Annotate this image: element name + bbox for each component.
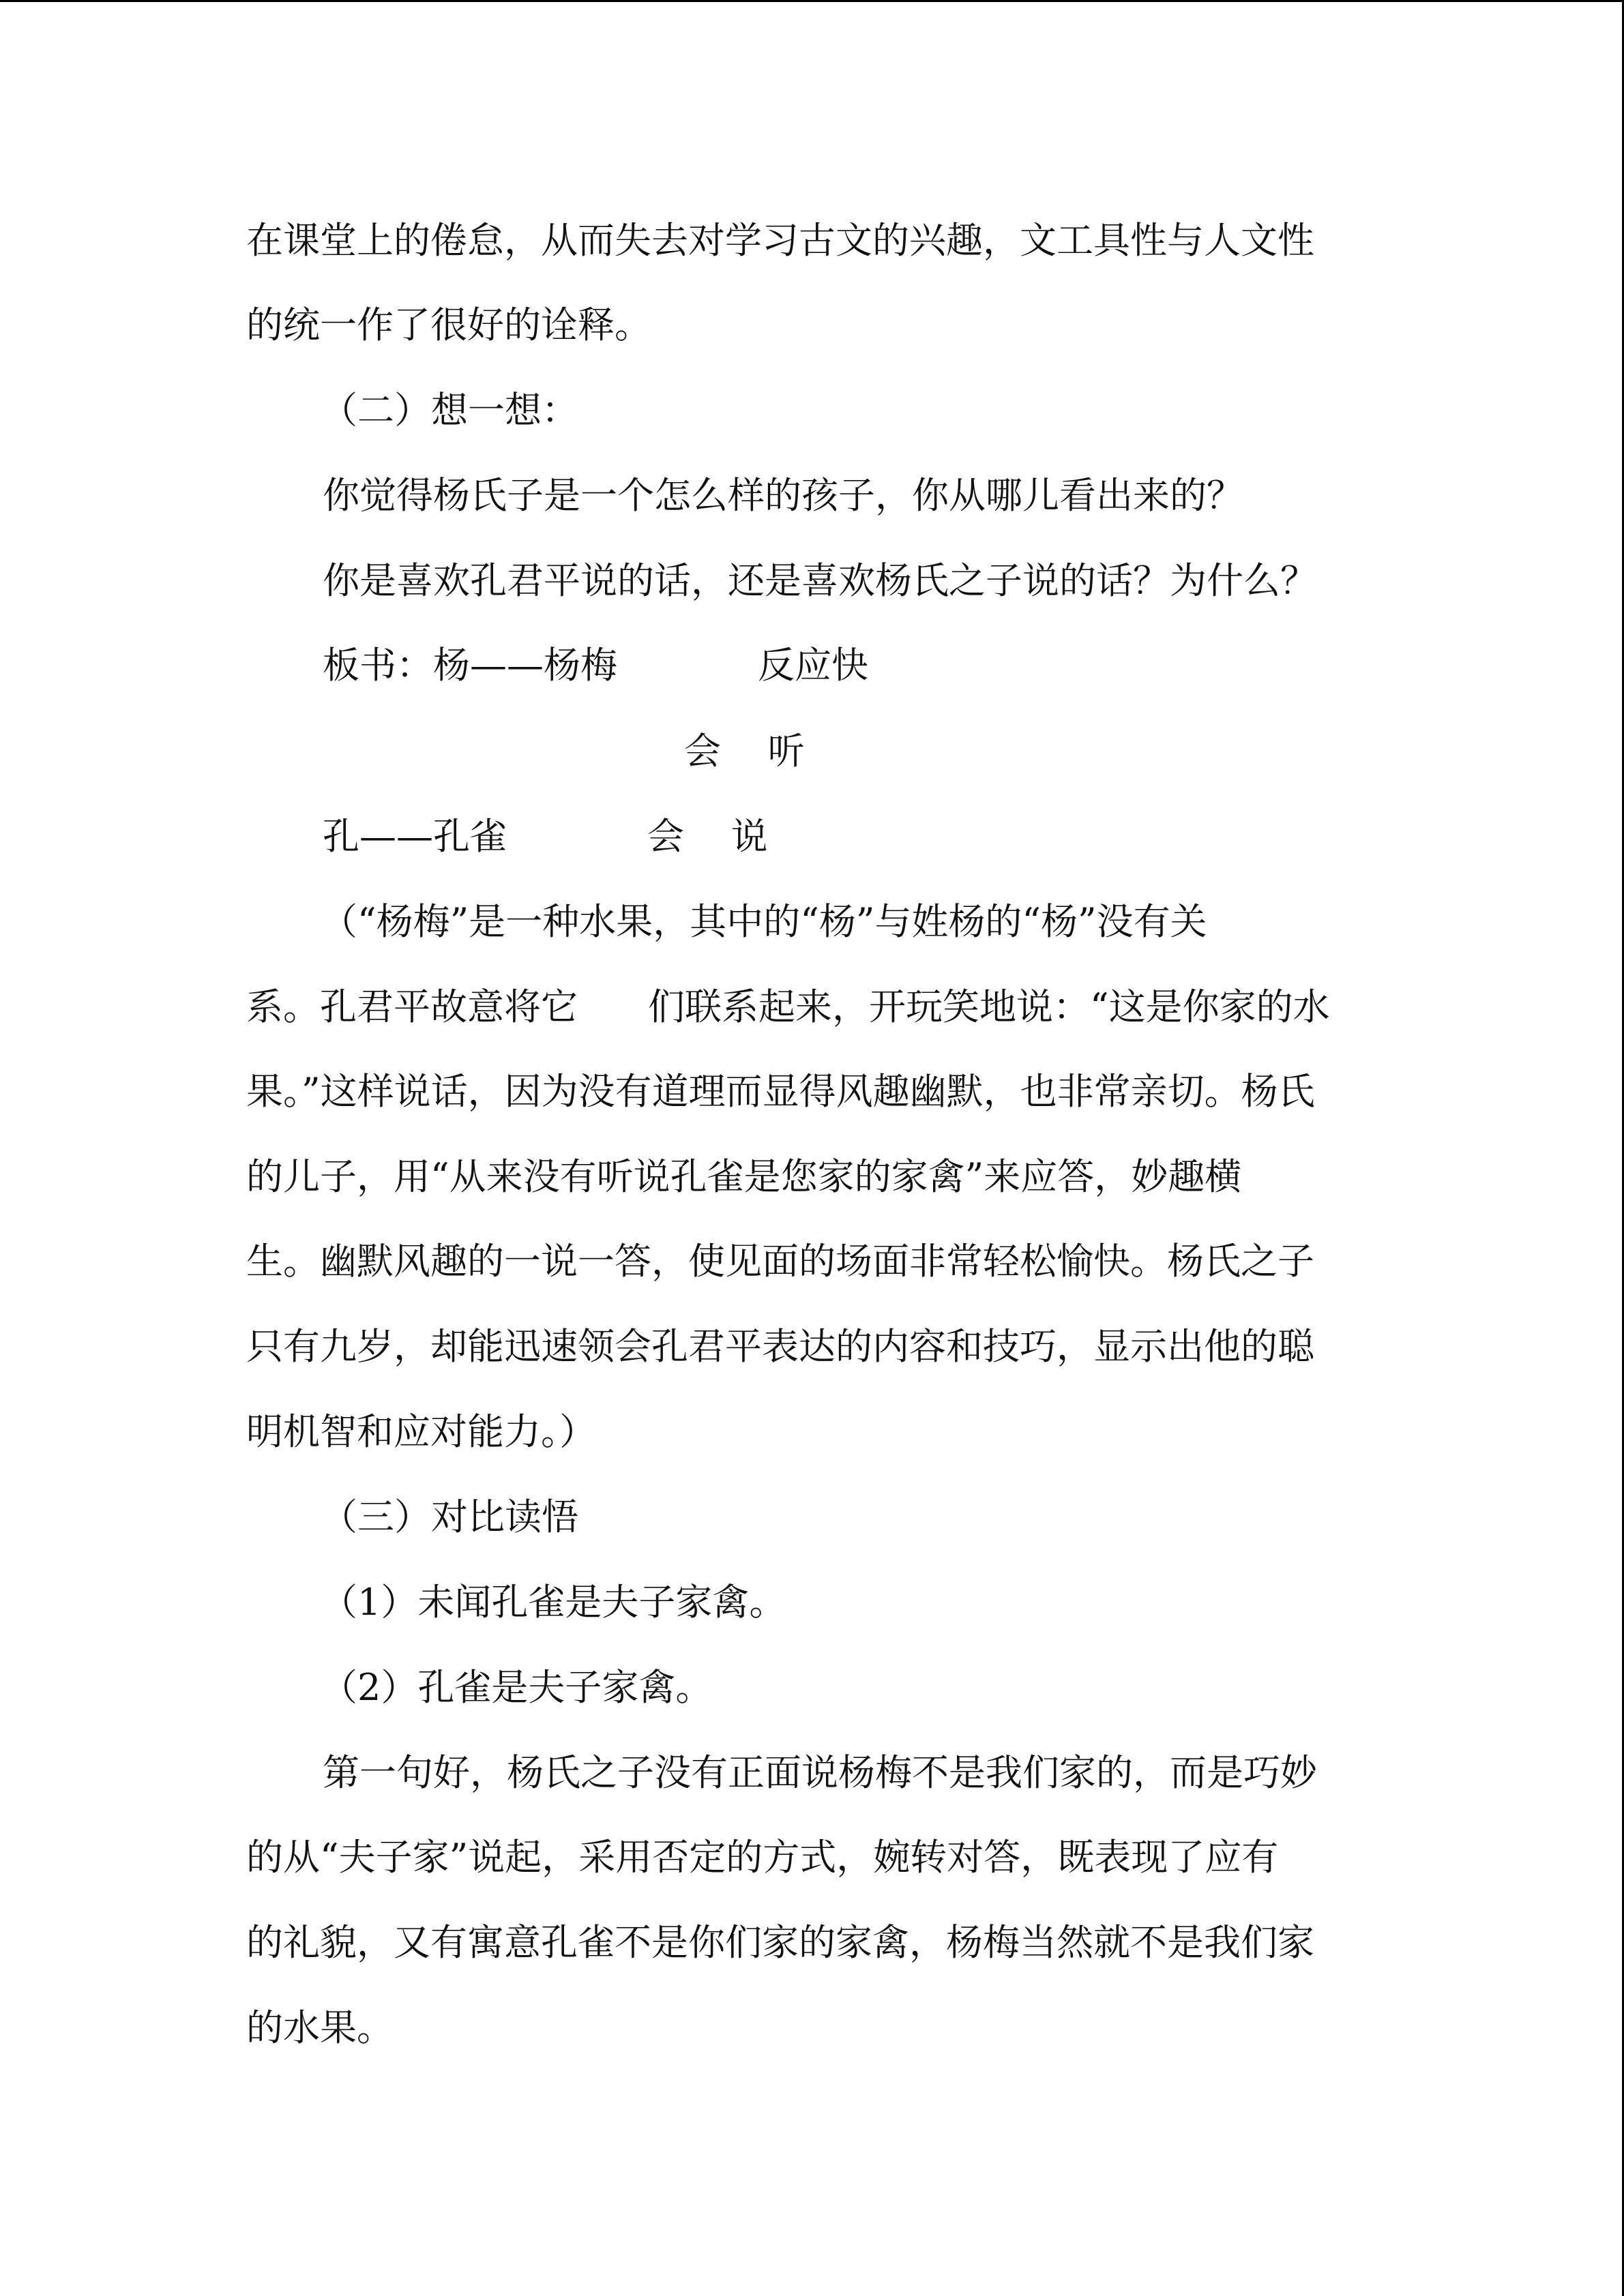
text-line: 的礼貌，又有寓意孔雀不是你们家的家禽，杨梅当然就不是我们家 — [246, 1921, 1314, 1964]
comparison-sentence: （1）未闻孔雀是夫子家禽。 — [321, 1581, 786, 1624]
text-line: 的统一作了很好的诠释。 — [246, 303, 651, 346]
text-line: 明机智和应对能力。） — [246, 1410, 596, 1453]
text-line: 第一句好，杨氏之子没有正面说杨梅不是我们家的，而是巧妙 — [323, 1751, 1317, 1794]
text-line: 果。”这样说话，因为没有道理而显得风趣幽默，也非常亲切。杨氏 — [246, 1070, 1315, 1113]
text-line: 的儿子，用“从来没有听说孔雀是您家的家禽”来应答，妙趣横 — [246, 1155, 1242, 1198]
text-line: （“杨梅”是一种水果，其中的“杨”与姓杨的“杨”没有关 — [321, 900, 1207, 943]
comparison-sentence: （2）孔雀是夫子家禽。 — [321, 1666, 713, 1709]
text-line: 系。孔君平故意将它 们联系起来，开玩笑地说：“这是你家的水 — [246, 985, 1330, 1028]
text-line: 生。幽默风趣的一说一答，使见面的场面非常轻松愉快。杨氏之子 — [246, 1240, 1314, 1283]
board-writing-line: 孔——孔雀 会 说 — [323, 815, 768, 858]
text-line: 只有九岁，却能迅速领会孔君平表达的内容和技巧，显示出他的聪 — [246, 1325, 1314, 1368]
question-line: 你是喜欢孔君平说的话，还是喜欢杨氏之子说的话？为什么？ — [323, 559, 1317, 602]
section-heading: （二）想一想： — [321, 389, 578, 432]
board-writing-line: 板书：杨——杨梅 反应快 — [323, 644, 868, 687]
question-line: 你觉得杨氏子是一个怎么样的孩子，你从哪儿看出来的？ — [323, 474, 1243, 517]
section-heading: （三）对比读悟 — [321, 1495, 578, 1538]
board-writing-line: 会 听 — [684, 730, 805, 773]
text-line: 的水果。 — [246, 2006, 394, 2049]
text-line: 在课堂上的倦怠，从而失去对学习古文的兴趣，文工具性与人文性 — [246, 219, 1314, 262]
text-line: 的从“夫子家”说起，采用否定的方式，婉转对答，既表现了应有 — [246, 1836, 1279, 1879]
